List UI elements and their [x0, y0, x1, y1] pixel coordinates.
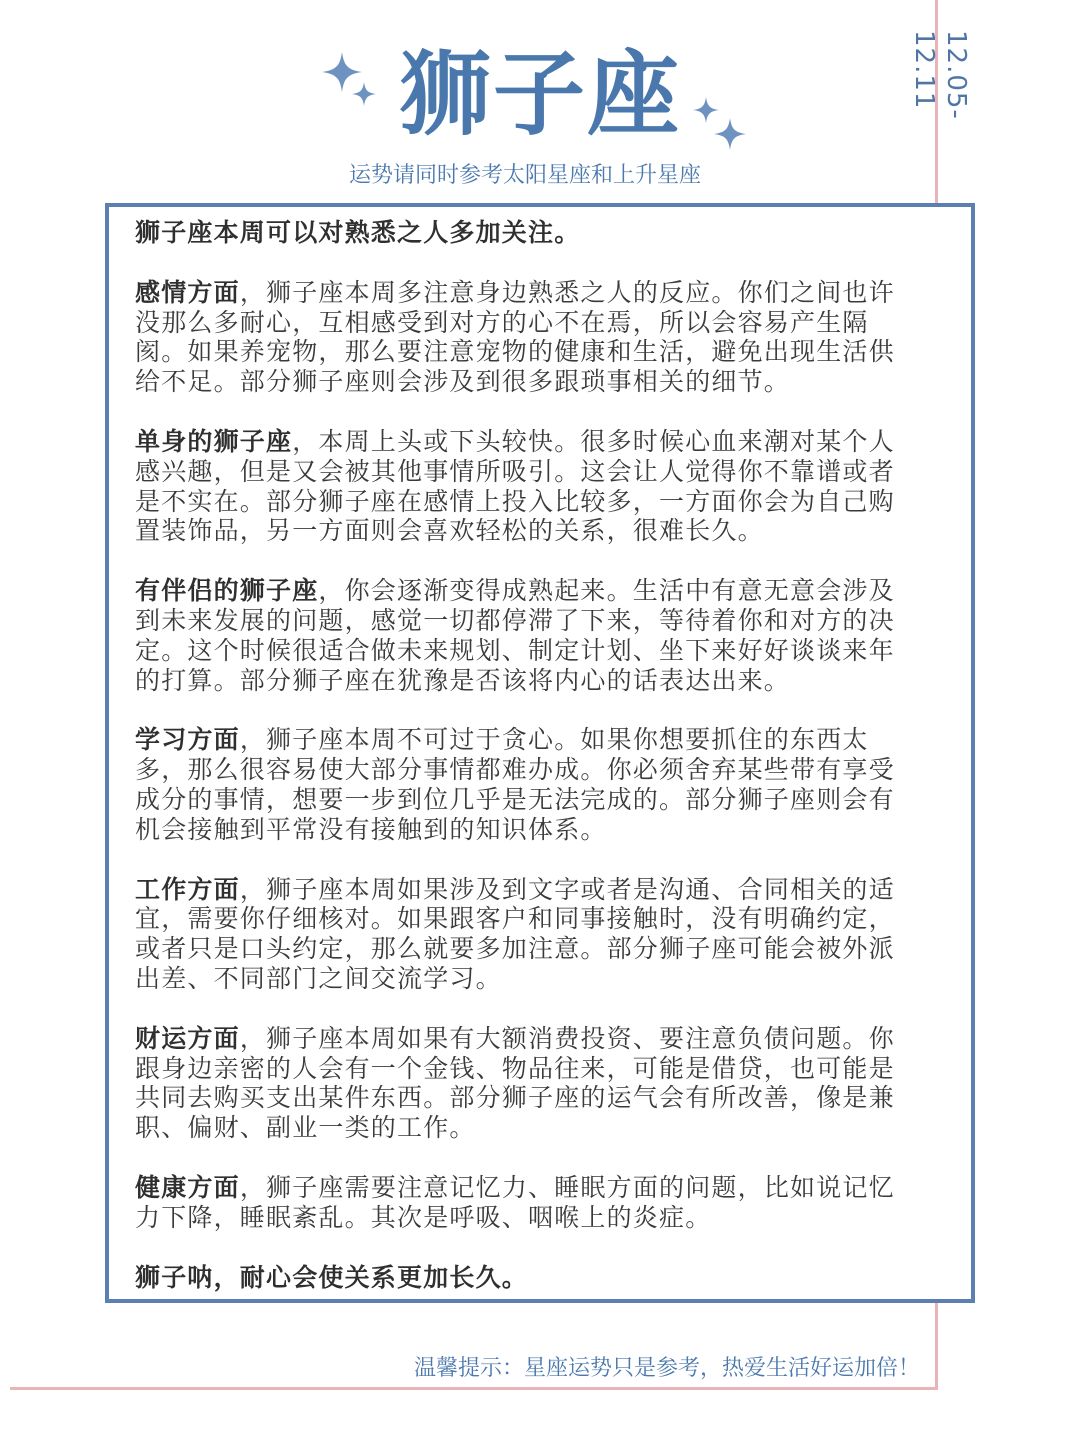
pink-horizontal-line: [10, 1387, 938, 1390]
page-subtitle: 运势请同时参考太阳星座和上升星座: [348, 163, 701, 188]
section-heading: 健康方面: [135, 1172, 240, 1202]
section-text: ，狮子座本周如果涉及到文字或者是沟通、合同相关的适宜，需要你仔细核对。如果跟客户和同事接触时，没有明确约定，或者只是口头约定，那么就要多加注意。部分狮子座可能会被外派出差、不同部门之间交流学习。: [135, 874, 895, 993]
section-text: ，狮子座本周不可过于贪心。如果你想要抓住的东西太多，那么很容易使大部分事情都难办成。你必须舍弃某些带有享受成分的事情，想要一步到位几乎是无法完成的。部分狮子座则会有机会接触到平常没有接触到的知识体系。: [135, 725, 895, 844]
section-heading: 学习方面: [135, 725, 240, 755]
closing-text: 狮子呐，耐心会使关系更加长久。: [135, 1262, 529, 1292]
section-heading: 单身的狮子座: [135, 426, 293, 456]
page-title: 狮子座: [398, 41, 681, 148]
section-love: [135, 278, 915, 397]
section-single: [135, 427, 915, 546]
section-partnered: [135, 576, 915, 695]
section-study: [135, 725, 915, 844]
section-health: [135, 1173, 915, 1233]
date-range: 12.05-12.11: [909, 30, 971, 120]
section-heading: 财运方面: [135, 1023, 240, 1053]
section-text: ，狮子座需要注意记忆力、睡眠方面的问题，比如说记忆力下降，睡眠紊乱。其次是呼吸、咽喉上的炎症。: [135, 1172, 895, 1232]
section-heading: 感情方面: [135, 277, 240, 307]
sparkle-icon: [352, 82, 376, 106]
footer-tip: 温馨提示：星座运势只是参考，热爱生活好运加倍！: [413, 1356, 920, 1381]
horoscope-content: [135, 218, 915, 1298]
section-work: [135, 875, 915, 994]
section-heading: 有伴侣的狮子座: [135, 576, 319, 606]
section-text: ，你会逐渐变得成熟起来。生活中有意无意会涉及到未来发展的问题，感觉一切都停滞了下来，等待着你和对方的决定。这个时候很适合做未来规划、制定计划、坐下来好好谈谈来年的打算。部分狮子座在犹豫是否该将内心的话表达出来。: [135, 576, 895, 695]
section-text: ，狮子座本周多注意身边熟悉之人的反应。你们之间也许没那么多耐心，互相感受到对方的心不在焉，所以会容易产生隔阂。如果养宠物，那么要注意宠物的健康和生活，避免出现生活供给不足。部分狮子座则会涉及到很多跟琐事相关的细节。: [135, 277, 895, 397]
section-wealth: [135, 1024, 915, 1143]
section-text: ，本周上头或下头较快。很多时候心血来潮对某个人感兴趣，但是又会被其他事情所吸引。这会让人觉得你不靠谱或者是不实在。部分狮子座在感情上投入比较多，一方面你会为自己购置装饰品，另一方面则会喜欢轻松的关系，很难长久。: [135, 426, 895, 546]
section-heading: 工作方面: [135, 874, 240, 904]
sparkle-icon: [714, 118, 746, 150]
section-text: ，狮子座本周如果有大额消费投资、要注意负债问题。你跟身边亲密的人会有一个金钱、物品往来，可能是借贷，也可能是共同去购买支出某件东西。部分狮子座的运气会有所改善，像是兼职、偏财、副业一类的工作。: [135, 1023, 895, 1143]
intro-text: 狮子座本周可以对熟悉之人多加关注。: [135, 218, 581, 247]
